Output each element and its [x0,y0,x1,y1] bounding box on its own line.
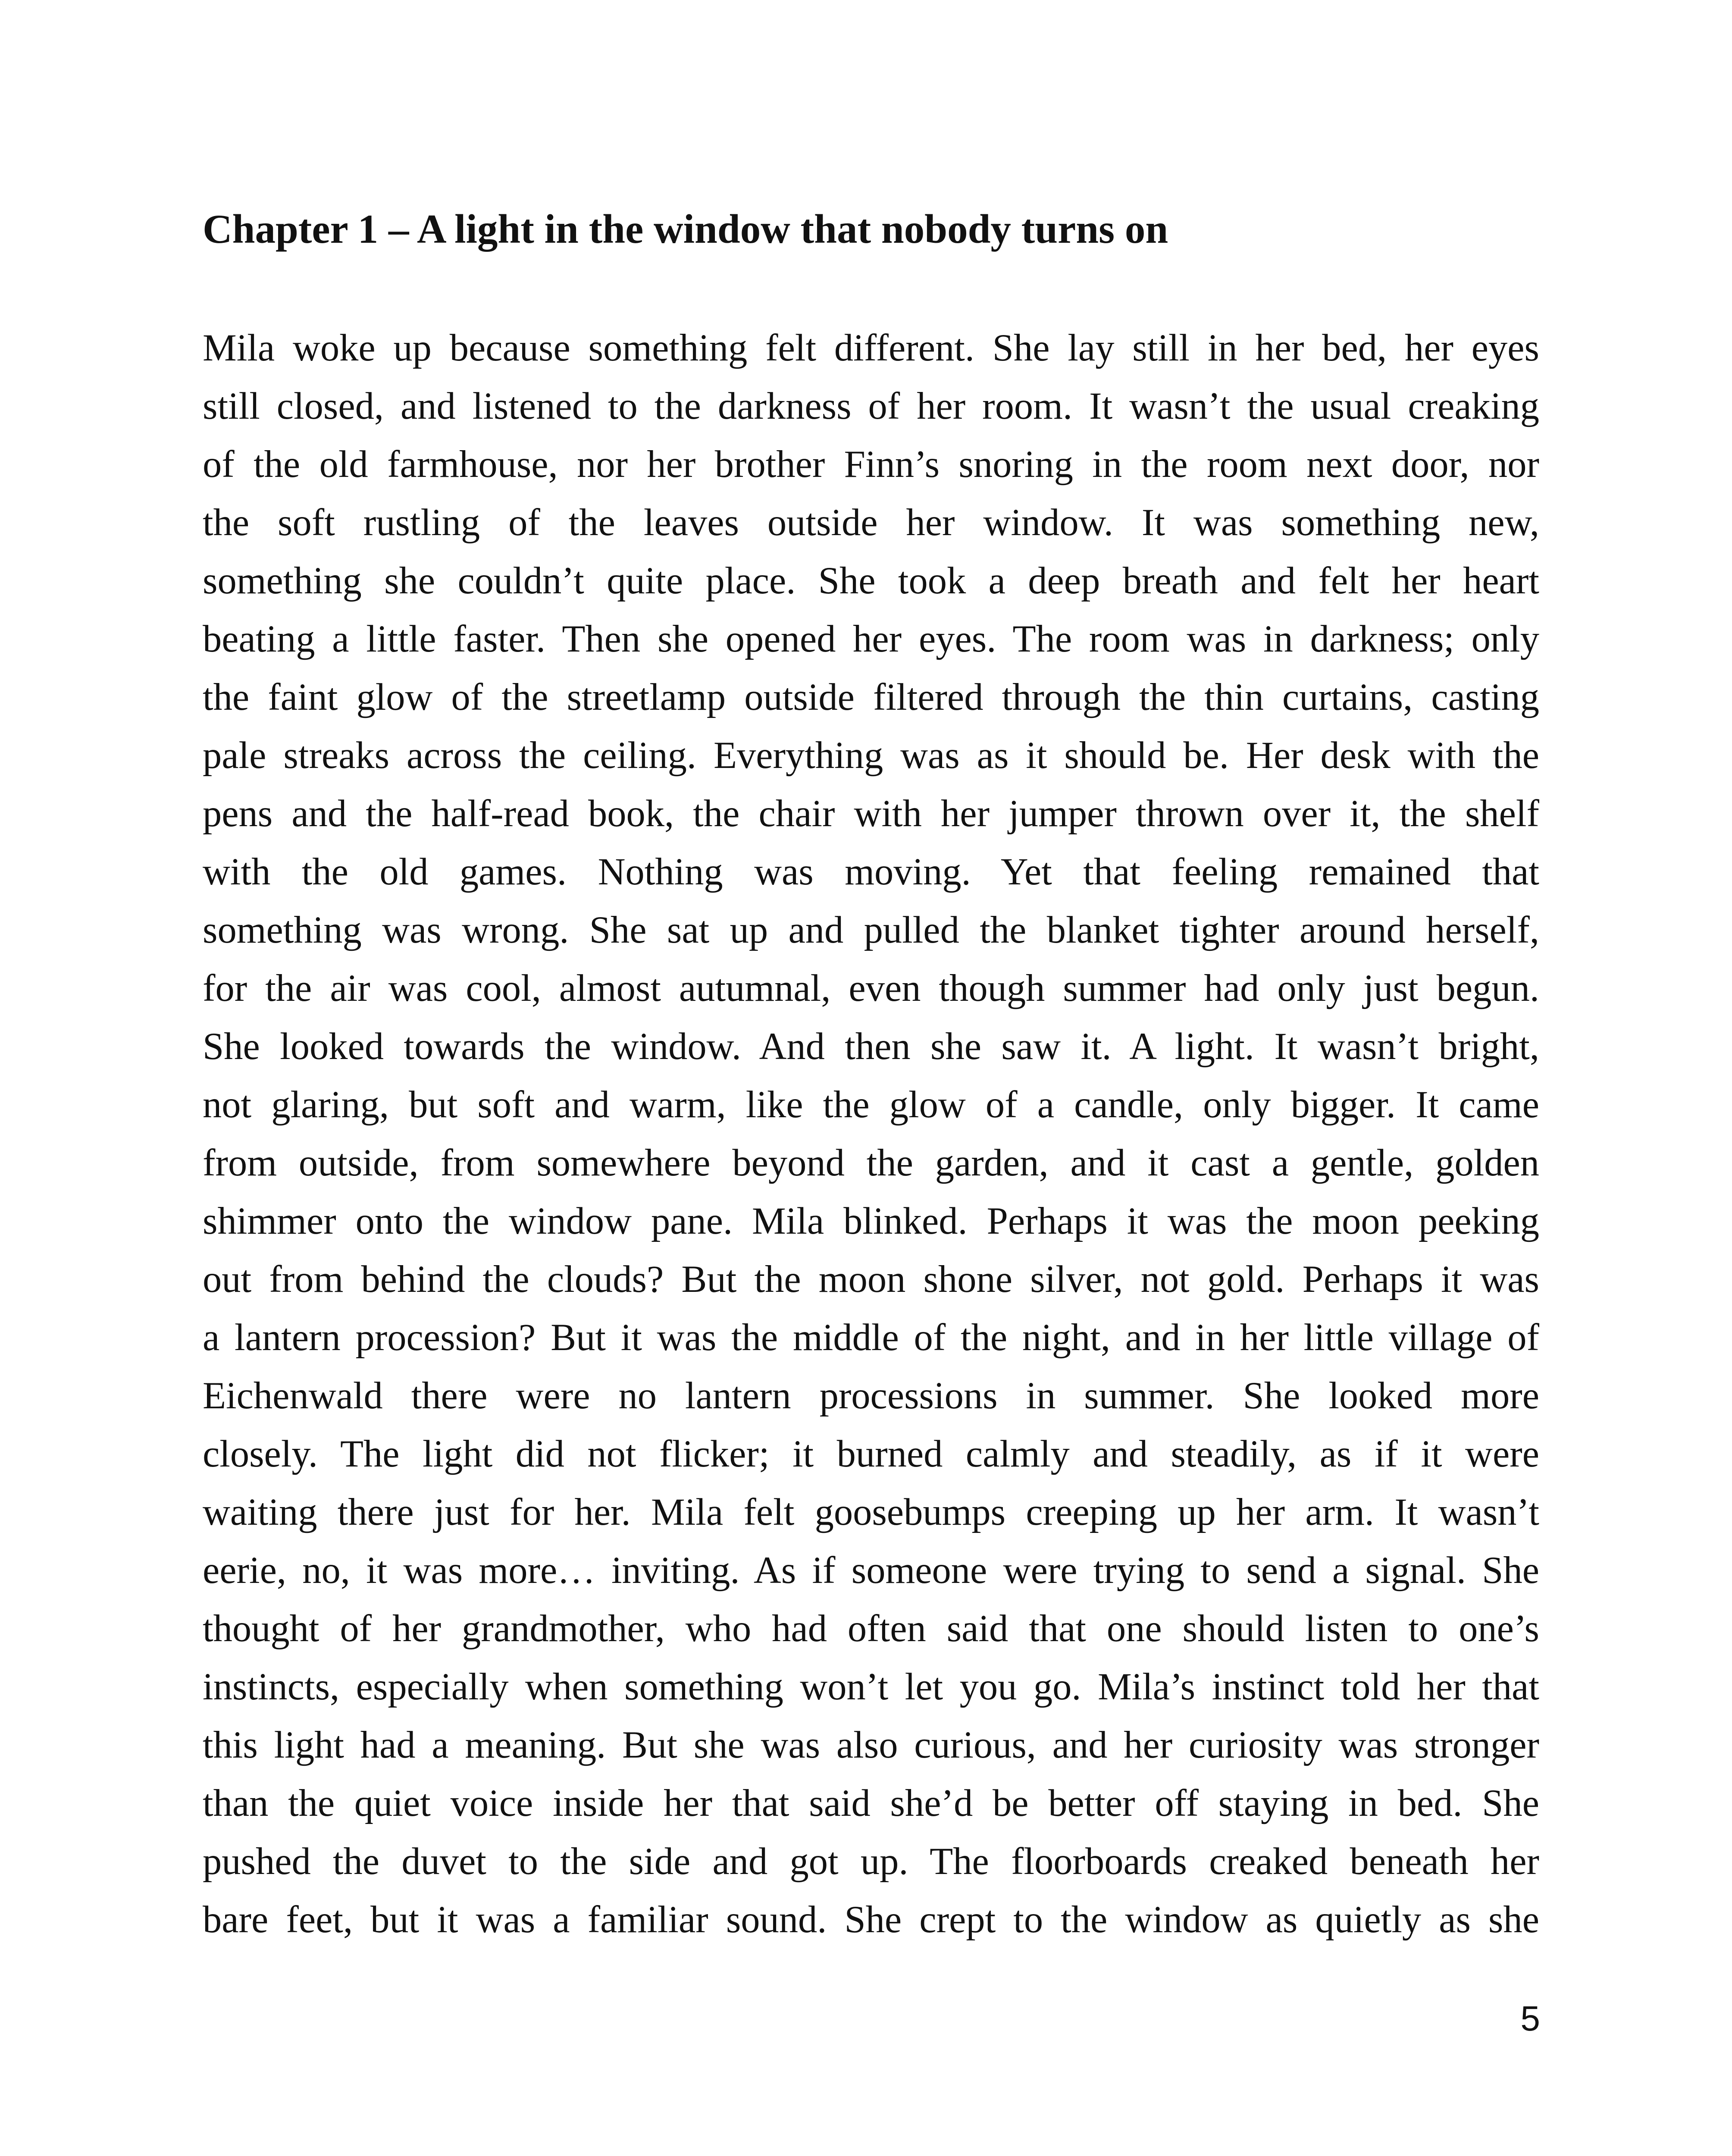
body-line: pushed the duvet to the side and got up. The floorboards creaked beneath her [203,1840,1539,1883]
body-line: something was wrong. She sat up and pulled the blanket tighter around herself, [203,909,1539,951]
body-line: waiting there just for her. Mila felt goosebumps creeping up her arm. It wasn’t [203,1491,1539,1533]
body-line: the soft rustling of the leaves outside her window. It was something new, [203,501,1539,544]
body-line: eerie, no, it was more… inviting. As if someone were trying to send a signal. She [203,1549,1539,1592]
body-line: a lantern procession? But it was the middle of the night, and in her little village of [203,1316,1539,1359]
body-line: beating a little faster. Then she opened her eyes. The room was in darkness; only [203,618,1539,660]
body-line: from outside, from somewhere beyond the garden, and it cast a gentle, golden [203,1142,1539,1184]
body-line: the faint glow of the streetlamp outside filtered through the thin curtains, casting [203,676,1539,718]
body-line: still closed, and listened to the darkness of her room. It wasn’t the usual creaking [203,385,1539,427]
body-line: not glaring, but soft and warm, like the glow of a candle, only bigger. It came [203,1084,1539,1126]
body-line: than the quiet voice inside her that said she’d be better off staying in bed. She [203,1782,1539,1824]
body-line: instincts, especially when something won’t let you go. Mila’s instinct told her that [203,1666,1539,1708]
body-line: thought of her grandmother, who had often said that one should listen to one’s [203,1608,1539,1650]
body-line: Eichenwald there were no lantern processions in summer. She looked more [203,1375,1539,1417]
body-line: of the old farmhouse, nor her brother Finn’s snoring in the room next door, nor [203,443,1539,486]
body-line: pens and the half-read book, the chair with her jumper thrown over it, the shelf [203,793,1539,835]
body-line: pale streaks across the ceiling. Everything was as it should be. Her desk with the [203,734,1539,777]
body-line: out from behind the clouds? But the moon shone silver, not gold. Perhaps it was [203,1258,1539,1300]
body-line: shimmer onto the window pane. Mila blinked. Perhaps it was the moon peeking [203,1200,1539,1242]
body-line: She looked towards the window. And then she saw it. A light. It wasn’t bright, [203,1025,1539,1068]
chapter-title: Chapter 1 – A light in the window that nobody turns on [203,206,1168,252]
chapter-body-text [203,319,1539,1949]
body-line: closely. The light did not flicker; it burned calmly and steadily, as if it were [203,1433,1539,1475]
body-line: with the old games. Nothing was moving. Yet that feeling remained that [203,851,1539,893]
body-line: this light had a meaning. But she was also curious, and her curiosity was stronger [203,1724,1539,1766]
body-line: Mila woke up because something felt different. She lay still in her bed, her eyes [203,327,1539,369]
body-line: bare feet, but it was a familiar sound. She crept to the window as quietly as she [203,1899,1539,1941]
body-line: something she couldn’t quite place. She took a deep breath and felt her heart [203,560,1539,602]
page-number: 5 [1520,1999,1540,2038]
body-line: for the air was cool, almost autumnal, even though summer had only just begun. [203,967,1539,1009]
